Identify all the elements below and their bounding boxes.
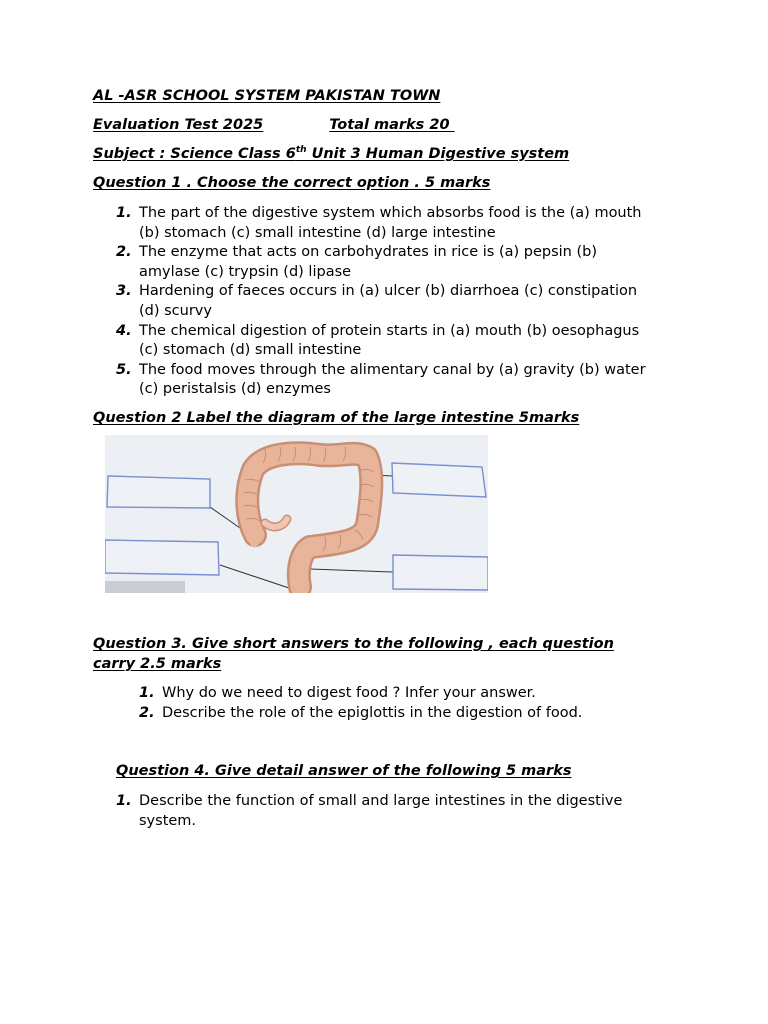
large-intestine-diagram — [105, 435, 488, 593]
q3-list — [139, 684, 659, 723]
label-box[interactable] — [392, 463, 486, 497]
q1-list — [116, 204, 661, 400]
list-item: 2. Describe the role of the epiglottis in the digestion of food. — [139, 704, 583, 721]
subject-line — [93, 146, 569, 162]
q4-title: Question 4. Give detail answer of the following 5 marks — [116, 763, 572, 779]
list-item: 1. The part of the digestive system which absorbs food is the (a) mouth (b) stomach (c) small intestine (d) large intestine — [116, 205, 642, 241]
diagram-shadow — [105, 581, 185, 593]
subject-prefix: Subject : Science Class 6 — [93, 146, 296, 162]
list-item: 5. The food moves through the alimentary canal by (a) gravity (b) water (c) peristalsis (d) enzymes — [116, 361, 646, 398]
q3-title-line1: Question 3. Give short answers to the following , each question — [93, 636, 614, 652]
list-item: 4. The chemical digestion of protein starts in (a) mouth (b) oesophagus (c) stomach (d) small intestine — [116, 322, 640, 359]
list-item: 2. The enzyme that acts on carbohydrates in rice is (a) pepsin (b) amylase (c) trypsin (d) lipase — [116, 244, 598, 280]
list-item: 1. Why do we need to digest food ? Infer your answer. — [139, 685, 536, 701]
q1-title: Question 1 . Choose the correct option . 5 marks — [93, 175, 491, 191]
test-title — [93, 117, 455, 133]
q4-list — [116, 792, 661, 831]
list-item: 1. Describe the function of small and large intestines in the digestive system. — [116, 793, 623, 829]
test-name: Evaluation Test 2025 — [93, 117, 264, 133]
label-box[interactable] — [105, 540, 219, 575]
subject-suffix: Unit 3 Human Digestive system — [306, 146, 570, 162]
q2-title: Question 2 Label the diagram of the large intestine 5marks — [93, 410, 580, 426]
q3-title-line2: carry 2.5 marks — [93, 656, 222, 672]
school-name: AL -ASR SCHOOL SYSTEM PAKISTAN TOWN — [93, 88, 441, 104]
total-marks: Total marks 20 — [329, 117, 450, 133]
list-item: 3. Hardening of faeces occurs in (a) ulcer (b) diarrhoea (c) constipation (d) scurvy — [116, 283, 638, 319]
subject-sup: th — [295, 145, 307, 156]
label-box[interactable] — [393, 555, 488, 590]
label-box[interactable] — [107, 476, 210, 508]
